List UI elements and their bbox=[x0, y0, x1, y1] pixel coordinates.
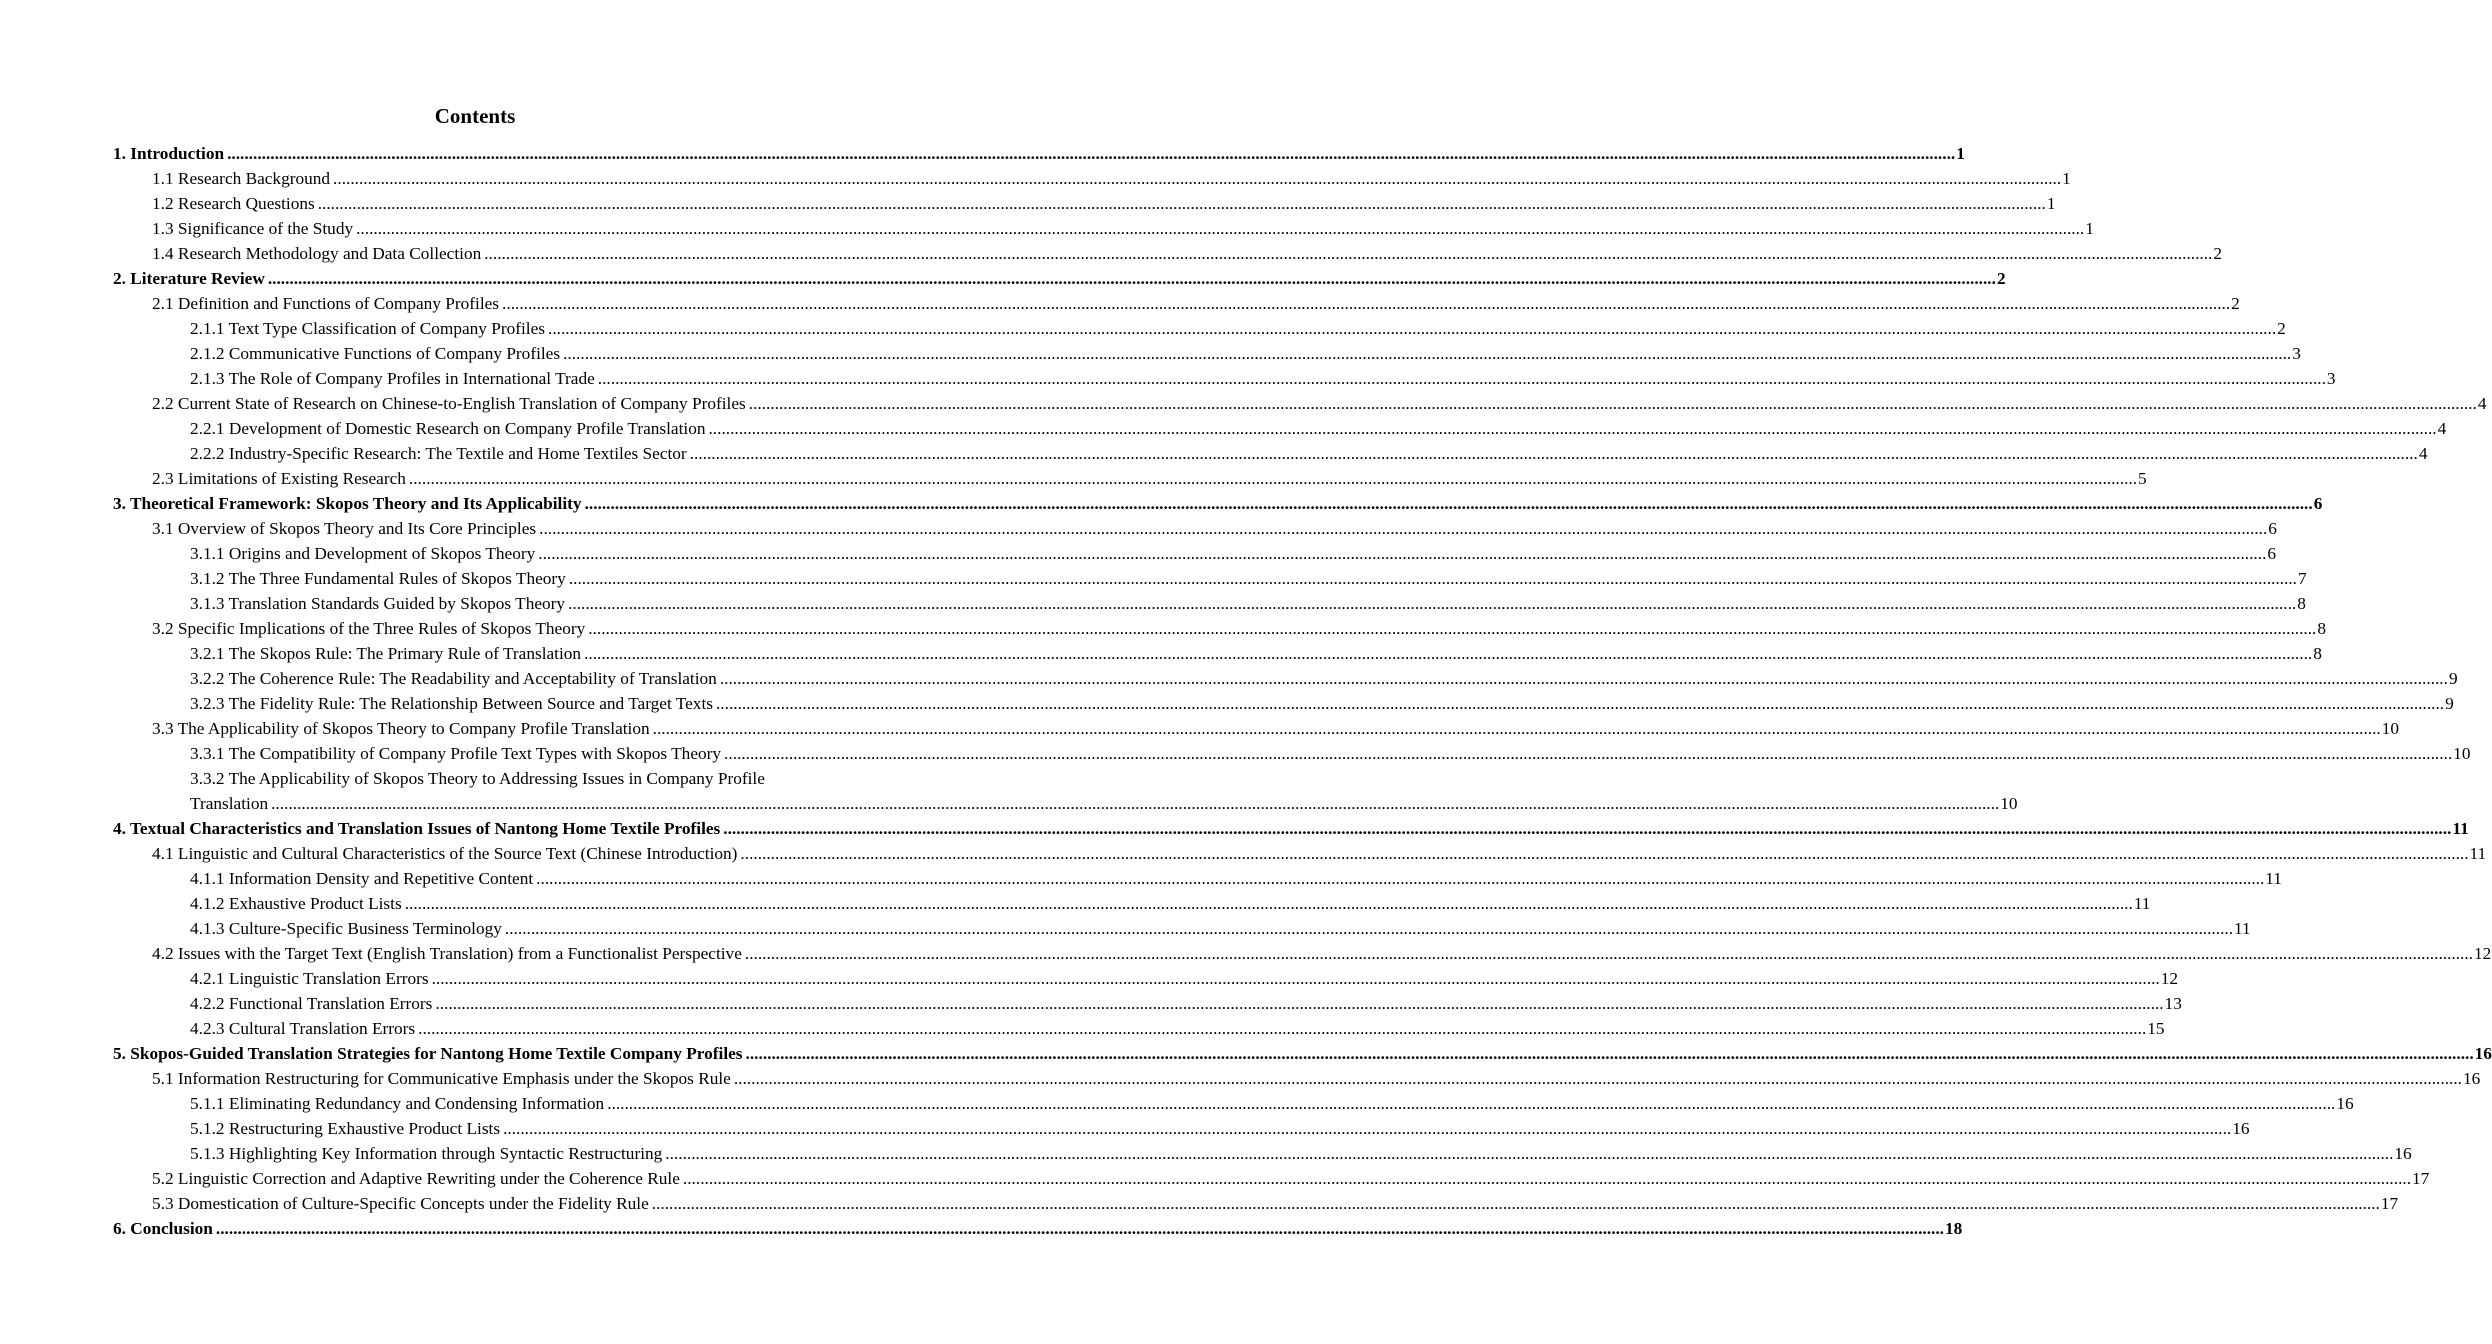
toc-entry-level-2[interactable] bbox=[152, 841, 2487, 866]
toc-entry-level-3[interactable] bbox=[190, 891, 2151, 916]
toc-entry-title: 4. Textual Characteristics and Translation Issues of Nantong Home Textile Profiles bbox=[113, 819, 721, 838]
toc-entry-title: 3.3.2 The Applicability of Skopos Theory to Addressing Issues in Company Profile bbox=[190, 769, 765, 788]
dot-leader: ................................................................................................................................................................................................................................................................................................................................................................................................................ bbox=[271, 794, 2000, 813]
toc-entry-level-2[interactable] bbox=[152, 941, 2492, 966]
dot-leader: ................................................................................................................................................................................................................................................................................................................................................................................................................ bbox=[724, 744, 2453, 763]
toc-page-number: 16 bbox=[2462, 1069, 2481, 1088]
toc-entry-title: 3.3 The Applicability of Skopos Theory to Company Profile Translation bbox=[152, 719, 650, 738]
dot-leader: ................................................................................................................................................................................................................................................................................................................................................................................................................ bbox=[317, 194, 2046, 213]
toc-page-number: 1 bbox=[1956, 144, 1965, 163]
toc-entry-level-3[interactable] bbox=[190, 766, 860, 791]
dot-leader: ................................................................................................................................................................................................................................................................................................................................................................................................................ bbox=[418, 1019, 2147, 1038]
dot-leader: ................................................................................................................................................................................................................................................................................................................................................................................................................ bbox=[584, 644, 2313, 663]
toc-entry-title: 4.2 Issues with the Target Text (English Translation) from a Functionalist Perspective bbox=[152, 944, 742, 963]
toc-page-number: 11 bbox=[2469, 844, 2487, 863]
toc-page-number: 16 bbox=[2474, 1044, 2492, 1063]
toc-page-number: 8 bbox=[2313, 644, 2322, 663]
toc-entry-title: 1.1 Research Background bbox=[152, 169, 331, 188]
toc-page-number: 9 bbox=[2445, 694, 2454, 713]
toc-entry-title: 5.3 Domestication of Culture-Specific Concepts under the Fidelity Rule bbox=[152, 1194, 649, 1213]
toc-entry-title: 1.2 Research Questions bbox=[152, 194, 315, 213]
toc-page-number: 1 bbox=[2062, 169, 2071, 188]
dot-leader: ................................................................................................................................................................................................................................................................................................................................................................................................................ bbox=[584, 494, 2313, 513]
dot-leader: ................................................................................................................................................................................................................................................................................................................................................................................................................ bbox=[652, 719, 2381, 738]
toc-entry-title: 3.2 Specific Implications of the Three Rules of Skopos Theory bbox=[152, 619, 586, 638]
dot-leader: ................................................................................................................................................................................................................................................................................................................................................................................................................ bbox=[435, 994, 2164, 1013]
toc-page-number: 4 bbox=[2418, 444, 2428, 463]
dot-leader: ................................................................................................................................................................................................................................................................................................................................................................................................................ bbox=[733, 1069, 2462, 1088]
toc-entry-title: 4.1.2 Exhaustive Product Lists bbox=[190, 894, 402, 913]
toc-page-number: 8 bbox=[2297, 594, 2306, 613]
toc-page-number: 12 bbox=[2474, 944, 2492, 963]
dot-leader: ................................................................................................................................................................................................................................................................................................................................................................................................................ bbox=[665, 1144, 2394, 1163]
toc-entry-level-3[interactable] bbox=[190, 641, 2322, 666]
toc-entry-title: 1.4 Research Methodology and Data Collection bbox=[152, 244, 482, 263]
toc-page-number: 3 bbox=[2292, 344, 2301, 363]
toc-entry-level-3[interactable] bbox=[190, 366, 2336, 391]
toc-page-number: 1 bbox=[2046, 194, 2056, 213]
toc-entry-title: 4.2.2 Functional Translation Errors bbox=[190, 994, 433, 1013]
dot-leader: ................................................................................................................................................................................................................................................................................................................................................................................................................ bbox=[333, 169, 2062, 188]
toc-entry-level-2[interactable] bbox=[152, 216, 2094, 241]
toc-entry-title: 3.1 Overview of Skopos Theory and Its Core Principles bbox=[152, 519, 537, 538]
dot-leader: ................................................................................................................................................................................................................................................................................................................................................................................................................ bbox=[719, 669, 2448, 688]
toc-entry-level-2[interactable] bbox=[152, 241, 2222, 266]
toc-entry-level-3[interactable] bbox=[190, 1016, 2165, 1041]
toc-entry-level-3[interactable] bbox=[190, 666, 2458, 691]
toc-entry-title: 3. Theoretical Framework: Skopos Theory and Its Applicability bbox=[113, 494, 582, 513]
toc-entry-level-3[interactable] bbox=[190, 791, 2018, 816]
toc-entry-level-2[interactable] bbox=[152, 1191, 2399, 1216]
toc-page-number: 17 bbox=[2412, 1169, 2430, 1188]
dot-leader: ................................................................................................................................................................................................................................................................................................................................................................................................................ bbox=[607, 1094, 2336, 1113]
toc-entry-level-3[interactable] bbox=[190, 966, 2178, 991]
toc-entry-title: 3.1.1 Origins and Development of Skopos Theory bbox=[190, 544, 536, 563]
dot-leader: ................................................................................................................................................................................................................................................................................................................................................................................................................ bbox=[227, 144, 1956, 163]
toc-entry-level-3[interactable] bbox=[190, 741, 2471, 766]
toc-entry-level-3[interactable] bbox=[190, 866, 2282, 891]
toc-entry-title: 6. Conclusion bbox=[113, 1219, 213, 1238]
toc-page-number: 16 bbox=[2394, 1144, 2412, 1163]
toc-entry-level-3[interactable] bbox=[190, 591, 2306, 616]
toc-page-number: 6 bbox=[2313, 494, 2323, 513]
toc-entry-level-3[interactable] bbox=[190, 1091, 2354, 1116]
toc-entry-level-2[interactable] bbox=[152, 166, 2071, 191]
toc-page-number: 8 bbox=[2317, 619, 2326, 638]
dot-leader: ................................................................................................................................................................................................................................................................................................................................................................................................................ bbox=[568, 594, 2297, 613]
toc-page-number: 1 bbox=[2085, 219, 2094, 238]
toc-page-number: 9 bbox=[2448, 669, 2458, 688]
toc-page-number: 18 bbox=[1945, 1219, 1963, 1238]
toc-page-number: 15 bbox=[2147, 1019, 2165, 1038]
toc-entry-level-3[interactable] bbox=[190, 566, 2307, 591]
toc-entry-title: 2.1.2 Communicative Functions of Company Profiles bbox=[190, 344, 561, 363]
toc-page-number: 6 bbox=[2267, 544, 2277, 563]
toc-page-number: 7 bbox=[2297, 569, 2307, 588]
toc-page-number: 10 bbox=[2000, 794, 2018, 813]
dot-leader: ................................................................................................................................................................................................................................................................................................................................................................................................................ bbox=[503, 1119, 2232, 1138]
toc-entry-level-2[interactable] bbox=[152, 291, 2240, 316]
toc-entry-title: 3.3.1 The Compatibility of Company Profile Text Types with Skopos Theory bbox=[190, 744, 722, 763]
toc-entry-level-1[interactable] bbox=[113, 1041, 2492, 1066]
toc-page-number: 5 bbox=[2138, 469, 2147, 488]
dot-leader: ................................................................................................................................................................................................................................................................................................................................................................................................................ bbox=[536, 869, 2265, 888]
toc-entry-level-3[interactable] bbox=[190, 991, 2182, 1016]
dot-leader: ................................................................................................................................................................................................................................................................................................................................................................................................................ bbox=[215, 1219, 1944, 1238]
dot-leader: ................................................................................................................................................................................................................................................................................................................................................................................................................ bbox=[689, 444, 2418, 463]
toc-entry-level-2[interactable] bbox=[152, 391, 2487, 416]
toc-entry-title: 1.3 Significance of the Study bbox=[152, 219, 354, 238]
toc-entry-title: 2. Literature Review bbox=[113, 269, 265, 288]
toc-entry-level-2[interactable] bbox=[152, 716, 2400, 741]
toc-entry-title: 2.2 Current State of Research on Chinese-to-English Translation of Company Profiles bbox=[152, 394, 746, 413]
toc-page-number: 11 bbox=[2265, 869, 2282, 888]
toc-page-number: 4 bbox=[2437, 419, 2447, 438]
toc-page-number: 6 bbox=[2268, 519, 2277, 538]
toc-page-number: 13 bbox=[2164, 994, 2182, 1013]
toc-entry-title: 4.2.3 Cultural Translation Errors bbox=[190, 1019, 416, 1038]
toc-entry-level-2[interactable] bbox=[152, 191, 2056, 216]
toc-entry-level-3[interactable] bbox=[190, 1141, 2412, 1166]
toc-entry-level-3[interactable] bbox=[190, 916, 2251, 941]
page-title: Contents bbox=[434, 104, 516, 128]
toc-entry-title: 5.2 Linguistic Correction and Adaptive Rewriting under the Coherence Rule bbox=[152, 1169, 680, 1188]
toc-entry-title: 5.1.3 Highlighting Key Information through Syntactic Restructuring bbox=[190, 1144, 663, 1163]
toc-page-number: 12 bbox=[2160, 969, 2178, 988]
toc-entry-title: 3.2.3 The Fidelity Rule: The Relationship Between Source and Target Texts bbox=[190, 694, 713, 713]
toc-page-number: 16 bbox=[2232, 1119, 2250, 1138]
dot-leader: ................................................................................................................................................................................................................................................................................................................................................................................................................ bbox=[748, 394, 2477, 413]
toc-entry-level-3[interactable] bbox=[190, 341, 2301, 366]
dot-leader: ................................................................................................................................................................................................................................................................................................................................................................................................................ bbox=[597, 369, 2326, 388]
dot-leader: ................................................................................................................................................................................................................................................................................................................................................................................................................ bbox=[408, 469, 2138, 488]
toc-page-number: 2 bbox=[2213, 244, 2222, 263]
dot-leader: ................................................................................................................................................................................................................................................................................................................................................................................................................ bbox=[267, 269, 1996, 288]
table-of-contents bbox=[0, 141, 2492, 1241]
toc-entry-title: 3.2.1 The Skopos Rule: The Primary Rule of Translation bbox=[190, 644, 582, 663]
toc-entry-level-2[interactable] bbox=[152, 516, 2277, 541]
toc-entry-title: 2.3 Limitations of Existing Research bbox=[152, 469, 406, 488]
toc-entry-level-1[interactable] bbox=[113, 491, 2323, 516]
toc-entry-level-1[interactable] bbox=[113, 141, 1965, 166]
toc-entry-level-3[interactable] bbox=[190, 691, 2454, 716]
dot-leader: ................................................................................................................................................................................................................................................................................................................................................................................................................ bbox=[588, 619, 2317, 638]
toc-entry-title: 2.2.2 Industry-Specific Research: The Textile and Home Textiles Sector bbox=[190, 444, 687, 463]
toc-entry-level-1[interactable] bbox=[113, 266, 2006, 291]
toc-page-number: 17 bbox=[2380, 1194, 2399, 1213]
dot-leader: ................................................................................................................................................................................................................................................................................................................................................................................................................ bbox=[708, 419, 2437, 438]
toc-entry-title: 2.1 Definition and Functions of Company Profiles bbox=[152, 294, 500, 313]
dot-leader: ................................................................................................................................................................................................................................................................................................................................................................................................................ bbox=[504, 919, 2234, 938]
toc-page-number: 2 bbox=[2277, 319, 2286, 338]
toc-entry-title: 3.2.2 The Coherence Rule: The Readability and Acceptability of Translation bbox=[190, 669, 717, 688]
toc-page-number: 3 bbox=[2326, 369, 2336, 388]
toc-entry-title: 3.1.2 The Three Fundamental Rules of Skopos Theory bbox=[190, 569, 566, 588]
toc-entry-title: 4.1 Linguistic and Cultural Characteristics of the Source Text (Chinese Introduction) bbox=[152, 844, 738, 863]
dot-leader: ................................................................................................................................................................................................................................................................................................................................................................................................................ bbox=[568, 569, 2297, 588]
dot-leader: ................................................................................................................................................................................................................................................................................................................................................................................................................ bbox=[740, 844, 2469, 863]
dot-leader: ................................................................................................................................................................................................................................................................................................................................................................................................................ bbox=[744, 944, 2473, 963]
dot-leader: ................................................................................................................................................................................................................................................................................................................................................................................................................ bbox=[548, 319, 2277, 338]
toc-entry-level-3[interactable] bbox=[190, 316, 2286, 341]
toc-page-number: 4 bbox=[2477, 394, 2487, 413]
toc-entry-title: 5. Skopos-Guided Translation Strategies for Nantong Home Textile Company Profiles bbox=[113, 1044, 743, 1063]
toc-entry-level-2[interactable] bbox=[152, 1066, 2481, 1091]
dot-leader: ................................................................................................................................................................................................................................................................................................................................................................................................................ bbox=[682, 1169, 2412, 1188]
dot-leader: ................................................................................................................................................................................................................................................................................................................................................................................................................ bbox=[404, 894, 2133, 913]
toc-entry-level-3[interactable] bbox=[190, 416, 2447, 441]
toc-page-number: 2 bbox=[1996, 269, 2006, 288]
toc-entry-title: 2.2.1 Development of Domestic Research on Company Profile Translation bbox=[190, 419, 706, 438]
toc-entry-level-3[interactable] bbox=[190, 541, 2277, 566]
dot-leader: ................................................................................................................................................................................................................................................................................................................................................................................................................ bbox=[723, 819, 2452, 838]
toc-entry-level-2[interactable] bbox=[152, 616, 2326, 641]
toc-entry-level-3[interactable] bbox=[190, 441, 2428, 466]
dot-leader: ................................................................................................................................................................................................................................................................................................................................................................................................................ bbox=[715, 694, 2445, 713]
toc-entry-title: 1. Introduction bbox=[113, 144, 225, 163]
toc-entry-level-1[interactable] bbox=[113, 816, 2469, 841]
toc-page-number: 11 bbox=[2452, 819, 2469, 838]
toc-entry-title: 2.1.1 Text Type Classification of Company Profiles bbox=[190, 319, 546, 338]
toc-page-number: 10 bbox=[2453, 744, 2471, 763]
toc-entry-title: 5.1.1 Eliminating Redundancy and Condensing Information bbox=[190, 1094, 605, 1113]
dot-leader: ................................................................................................................................................................................................................................................................................................................................................................................................................ bbox=[745, 1044, 2474, 1063]
dot-leader: ................................................................................................................................................................................................................................................................................................................................................................................................................ bbox=[502, 294, 2231, 313]
toc-entry-title: 5.1.2 Restructuring Exhaustive Product Lists bbox=[190, 1119, 501, 1138]
toc-entry-title: 2.1.3 The Role of Company Profiles in International Trade bbox=[190, 369, 595, 388]
toc-entry-title: 4.1.1 Information Density and Repetitive Content bbox=[190, 869, 534, 888]
toc-entry-level-3[interactable] bbox=[190, 1116, 2250, 1141]
toc-entry-title: 3.1.3 Translation Standards Guided by Skopos Theory bbox=[190, 594, 566, 613]
dot-leader: ................................................................................................................................................................................................................................................................................................................................................................................................................ bbox=[484, 244, 2213, 263]
dot-leader: ................................................................................................................................................................................................................................................................................................................................................................................................................ bbox=[538, 544, 2267, 563]
toc-entry-level-1[interactable] bbox=[113, 1216, 1963, 1241]
dot-leader: ................................................................................................................................................................................................................................................................................................................................................................................................................ bbox=[431, 969, 2160, 988]
dot-leader: ................................................................................................................................................................................................................................................................................................................................................................................................................ bbox=[563, 344, 2292, 363]
dot-leader: ................................................................................................................................................................................................................................................................................................................................................................................................................ bbox=[651, 1194, 2380, 1213]
toc-entry-level-2[interactable] bbox=[152, 466, 2147, 491]
dot-leader: ................................................................................................................................................................................................................................................................................................................................................................................................................ bbox=[539, 519, 2268, 538]
toc-page-number: 16 bbox=[2336, 1094, 2354, 1113]
toc-page-number: 11 bbox=[2234, 919, 2251, 938]
dot-leader: ................................................................................................................................................................................................................................................................................................................................................................................................................ bbox=[356, 219, 2085, 238]
toc-page-number: 11 bbox=[2133, 894, 2151, 913]
toc-entry-title-continuation: Translation bbox=[190, 794, 269, 813]
toc-entry-title: 4.2.1 Linguistic Translation Errors bbox=[190, 969, 429, 988]
toc-entry-title: 5.1 Information Restructuring for Communicative Emphasis under the Skopos Rule bbox=[152, 1069, 731, 1088]
toc-page-number: 10 bbox=[2381, 719, 2400, 738]
toc-page-number: 2 bbox=[2231, 294, 2240, 313]
toc-entry-title: 4.1.3 Culture-Specific Business Terminology bbox=[190, 919, 502, 938]
toc-entry-level-2[interactable] bbox=[152, 1166, 2430, 1191]
